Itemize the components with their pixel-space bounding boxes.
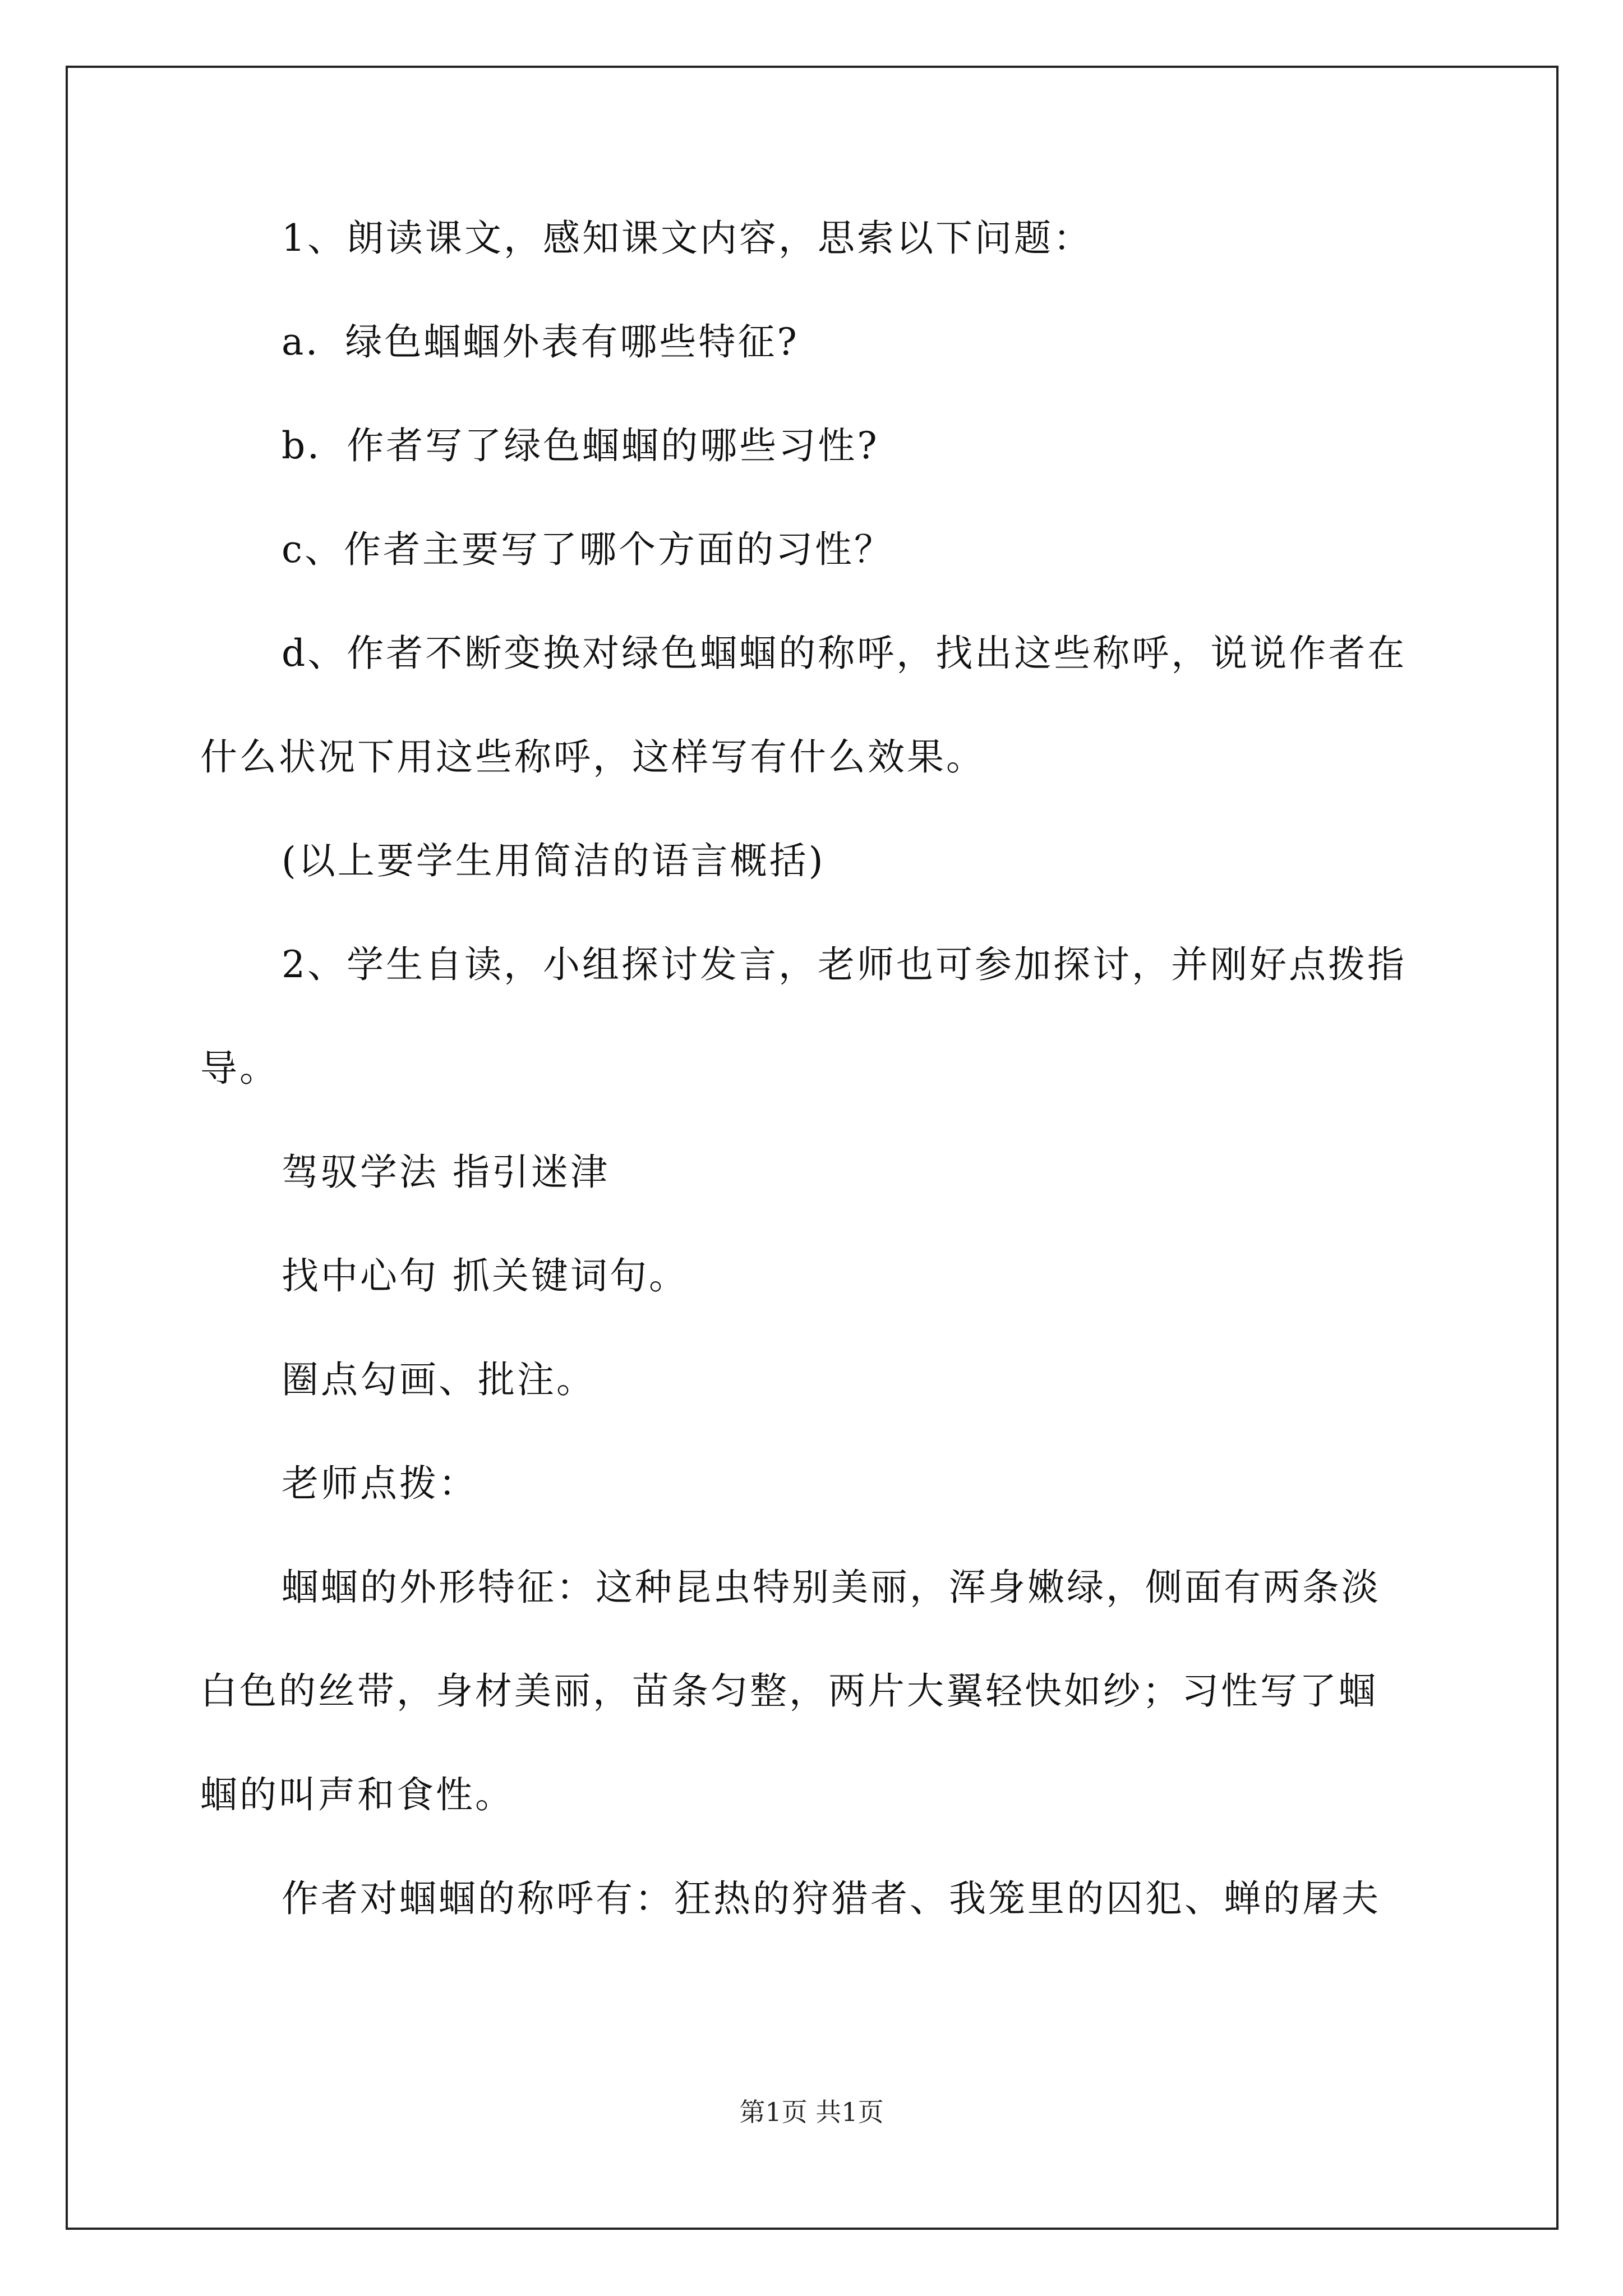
paragraph-10: 圈点勾画、批注。: [282, 1358, 596, 1401]
paragraph-2: a．绿色蝈蝈外表有哪些特征?: [282, 320, 799, 364]
paragraph-12-cont-2: 蝈的叫声和食性。: [200, 1773, 514, 1816]
paragraph-7-cont: 导。: [200, 1047, 279, 1090]
paragraph-5: d、作者不断变换对绿色蝈蝈的称呼，找出这些称呼，说说作者在: [282, 632, 1407, 675]
paragraph-11: 老师点拨：: [282, 1462, 478, 1505]
paragraph-12: 蝈蝈的外形特征：这种昆虫特别美丽，浑身嫩绿，侧面有两条淡: [282, 1566, 1381, 1609]
paragraph-4: c、作者主要写了哪个方面的习性？: [282, 528, 893, 571]
paragraph-13: 作者对蝈蝈的称呼有：狂热的狩猎者、我笼里的囚犯、蝉的屠夫: [282, 1877, 1381, 1920]
paragraph-7: 2、学生自读，小组探讨发言，老师也可参加探讨，并刚好点拨指: [282, 943, 1407, 986]
paragraph-9: 找中心句 抓关键词句。: [282, 1254, 688, 1297]
page-footer: 第1页 共1页: [739, 2097, 884, 2127]
paragraph-5-cont: 什么状况下用这些称呼，这样写有什么效果。: [200, 735, 985, 779]
paragraph-6: (以上要学生用简洁的语言概括): [282, 839, 826, 882]
paragraph-3: b．作者写了绿色蝈蝈的哪些习性?: [282, 424, 879, 467]
paragraph-12-cont-1: 白色的丝带，身材美丽，苗条匀整，两片大翼轻快如纱；习性写了蝈: [200, 1669, 1378, 1713]
paragraph-8: 驾驭学法 指引迷津: [282, 1151, 610, 1194]
paragraph-1: 1、朗读课文，感知课文内容，思索以下问题：: [282, 217, 1092, 260]
